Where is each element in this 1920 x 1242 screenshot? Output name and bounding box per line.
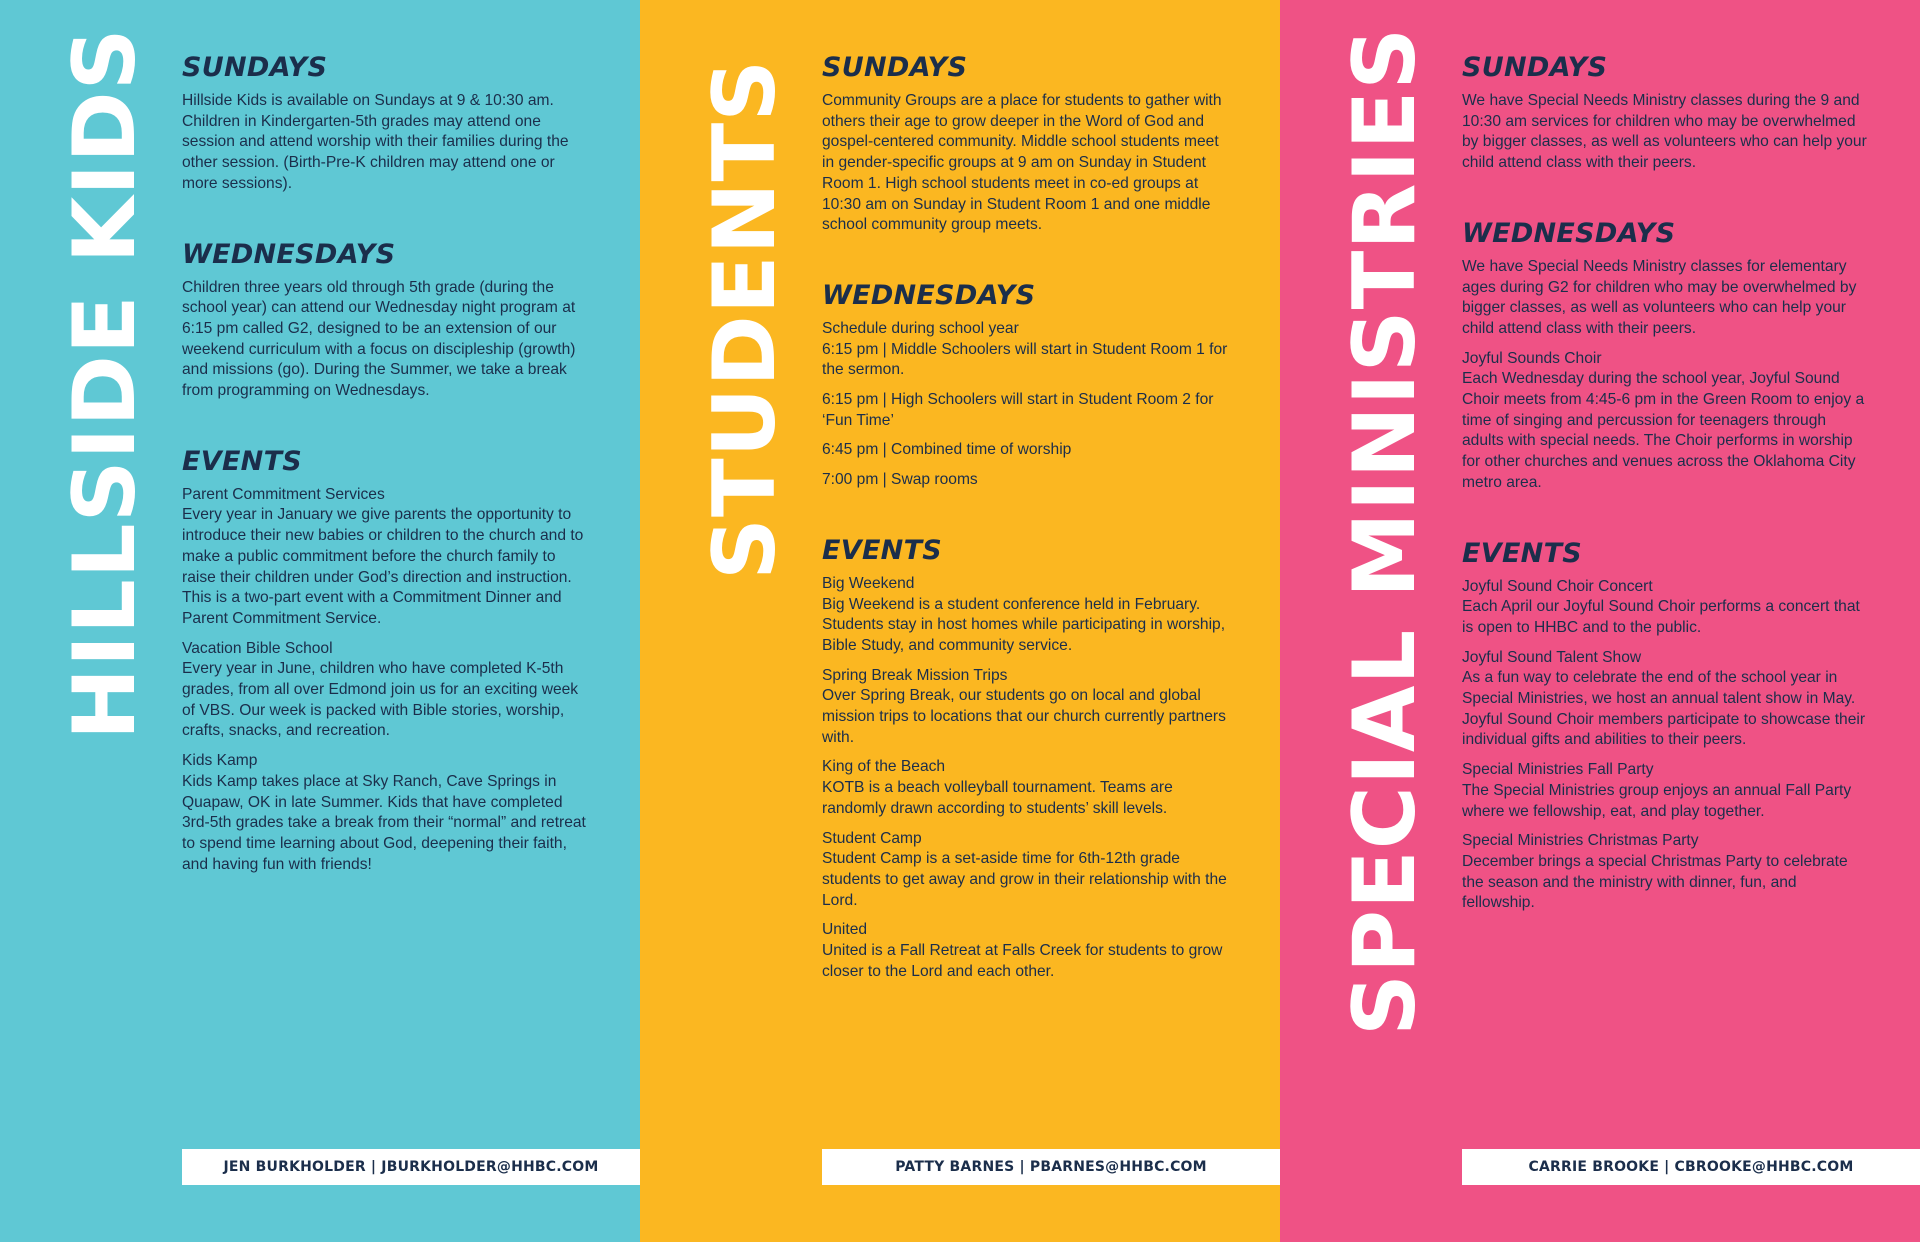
sundays-heading: SUNDAYS <box>182 52 328 83</box>
event-body: Student Camp is a set-aside time for 6th-12th grade students to get away and grow in their relationship with the Lord. <box>822 850 1227 909</box>
panel-content <box>822 52 1232 1027</box>
event-item <box>182 751 592 875</box>
event-title: United <box>822 921 868 939</box>
panel-special-ministries <box>1280 0 1920 1242</box>
event-item <box>182 485 592 630</box>
event-body: Every year in June, children who have completed K-5th grades, from all over Edmond join us for an exciting week of VBS. Our week is packed with Bible stories, worship, crafts, snacks, and recreation. <box>182 660 579 740</box>
schedule-line: 6:45 pm | Combined time of worship <box>822 441 1072 459</box>
event-body: Each April our Joyful Sound Choir performs a concert that is open to HHBC and to the public. <box>1462 598 1860 636</box>
panel-content <box>1462 52 1872 958</box>
event-title: King of the Beach <box>822 758 946 776</box>
wednesdays-text: Children three years old through 5th grade (during the school year) can attend our Wednesday night program at 6:15 pm called G2, designed to be an extension of our weekend curriculum with a focus on discipleship (growth) and missions (go). During the Summer, we take a break from programming on Wednesdays. <box>182 278 576 400</box>
contact-bar: PATTY BARNES | PBARNES@HHBC.COM <box>822 1149 1280 1185</box>
sundays-section <box>182 52 592 195</box>
event-item <box>822 829 1232 912</box>
event-item <box>1462 760 1872 822</box>
event-body: Kids Kamp takes place at Sky Ranch, Cave Springs in Quapaw, OK in late Summer. Kids that have completed 3rd-5th grades take a break from their “normal” and retreat to spend time learning about God, deepening their faith, and having fun with friends! <box>182 772 586 873</box>
event-item <box>1462 831 1872 914</box>
event-item <box>1462 577 1872 639</box>
panel-hillside-kids <box>0 0 640 1242</box>
choir-title: Joyful Sounds Choir <box>1462 349 1602 367</box>
events-heading: EVENTS <box>1462 537 1583 569</box>
wednesdays-section <box>1462 218 1872 494</box>
event-body: December brings a special Christmas Party to celebrate the season and the ministry with dinner, fun, and fellowship. <box>1462 852 1848 912</box>
wednesdays-heading: WEDNESDAYS <box>182 238 396 270</box>
schedule-line: 6:15 pm | High Schoolers will start in Student Room 2 for ‘Fun Time’ <box>822 391 1214 429</box>
event-title: Special Ministries Fall Party <box>1462 761 1654 779</box>
events-section <box>822 535 1232 983</box>
event-body: KOTB is a beach volleyball tournament. Teams are randomly drawn according to students’ skill levels. <box>822 779 1173 817</box>
event-body: The Special Ministries group enjoys an annual Fall Party where we fellowship, eat, and play together. <box>1462 781 1852 820</box>
event-title: Student Camp <box>822 829 922 847</box>
event-title: Joyful Sound Talent Show <box>1462 648 1642 666</box>
sundays-text: Community Groups are a place for students to gather with others their age to grow deeper in the Word of God and gospel-centered community. Middle school students meet in gender-specific groups at 9 am on Sunday in Student Room 1. High school students meet in co-ed groups at 10:30 am on Sunday in Student Room 1 and one middle school community group meets. <box>822 92 1222 234</box>
schedule-line: 7:00 pm | Swap rooms <box>822 471 978 489</box>
event-body: Over Spring Break, our students go on local and global mission trips to locations that our church currently partners with. <box>822 687 1226 746</box>
events-section <box>182 446 592 876</box>
sundays-section <box>822 52 1232 236</box>
sundays-section <box>1462 52 1872 174</box>
events-heading: EVENTS <box>182 445 303 477</box>
event-body: Every year in January we give parents the opportunity to introduce their new babies or children to the church and to make a public commitment before the church family to raise their children under God’s direction and instruction. This is a two-part event with a Commitment Dinner and Parent Commitment Service. <box>182 506 584 627</box>
event-body: As a fun way to celebrate the end of the school year in Special Ministries, we host an annual talent show in May. Joyful Sound Choir members participate to showcase their individual gifts and abilities to their peers. <box>1462 669 1866 749</box>
contact-bar: JEN BURKHOLDER | JBURKHOLDER@HHBC.COM <box>182 1149 640 1185</box>
sundays-heading: SUNDAYS <box>822 52 968 83</box>
schedule-line: Schedule during school year <box>822 319 1019 337</box>
wednesdays-section <box>182 239 592 402</box>
event-item <box>1462 648 1872 752</box>
event-item <box>822 757 1232 819</box>
panel-title: STUDENTS <box>695 58 795 580</box>
event-body: United is a Fall Retreat at Falls Creek for students to grow closer to the Lord and each other. <box>822 942 1223 980</box>
event-item <box>822 920 1232 982</box>
event-title: Big Weekend <box>822 574 915 592</box>
event-title: Parent Commitment Services <box>182 485 385 503</box>
event-title: Kids Kamp <box>182 752 258 770</box>
event-item <box>182 639 592 743</box>
wednesdays-heading: WEDNESDAYS <box>1462 217 1676 249</box>
sundays-text: We have Special Needs Ministry classes during the 9 and 10:30 am services for children who may be overwhelmed by bigger classes, as well as volunteers who can help your child attend class with their peers. <box>1462 92 1867 172</box>
event-title: Special Ministries Christmas Party <box>1462 832 1699 850</box>
event-item <box>822 666 1232 749</box>
event-title: Joyful Sound Choir Concert <box>1462 577 1653 595</box>
panel-content <box>182 52 592 919</box>
schedule-line: 6:15 pm | Middle Schoolers will start in Student Room 1 for the sermon. <box>822 340 1228 379</box>
choir-body: Each Wednesday during the school year, Joyful Sound Choir meets from 4:45-6 pm in the Green Room to enjoy a time of singing and percussion for teenagers through adults with special needs. The Choir performs in worship for other churches and venues across the Oklahoma City metro area. <box>1462 370 1865 491</box>
event-body: Big Weekend is a student conference held in February. Students stay in host homes while participating in worship, Bible Study, and community service. <box>822 595 1226 654</box>
event-item <box>822 574 1232 657</box>
contact-bar: CARRIE BROOKE | CBROOKE@HHBC.COM <box>1462 1149 1920 1185</box>
panel-title: SPECIAL MINISTRIES <box>1335 26 1435 1036</box>
wednesdays-section <box>822 280 1232 491</box>
wednesdays-heading: WEDNESDAYS <box>822 279 1036 311</box>
panel-title: HILLSIDE KIDS <box>55 27 155 740</box>
events-section <box>1462 538 1872 915</box>
sundays-text: Hillside Kids is available on Sundays at 9 & 10:30 am. Children in Kindergarten-5th grades may attend one session and attend worship with their families during the other session. (Birth-Pre-K children may attend one or more sessions). <box>182 92 569 192</box>
event-title: Spring Break Mission Trips <box>822 666 1008 684</box>
wednesdays-text: We have Special Needs Ministry classes for elementary ages during G2 for children who may be overwhelmed by bigger classes, as well as volunteers who can help your child attend class with their peers. <box>1462 257 1857 337</box>
panel-students <box>640 0 1280 1242</box>
events-heading: EVENTS <box>822 534 943 566</box>
choir-item <box>1462 349 1872 494</box>
sundays-heading: SUNDAYS <box>1462 52 1608 83</box>
event-title: Vacation Bible School <box>182 639 333 657</box>
